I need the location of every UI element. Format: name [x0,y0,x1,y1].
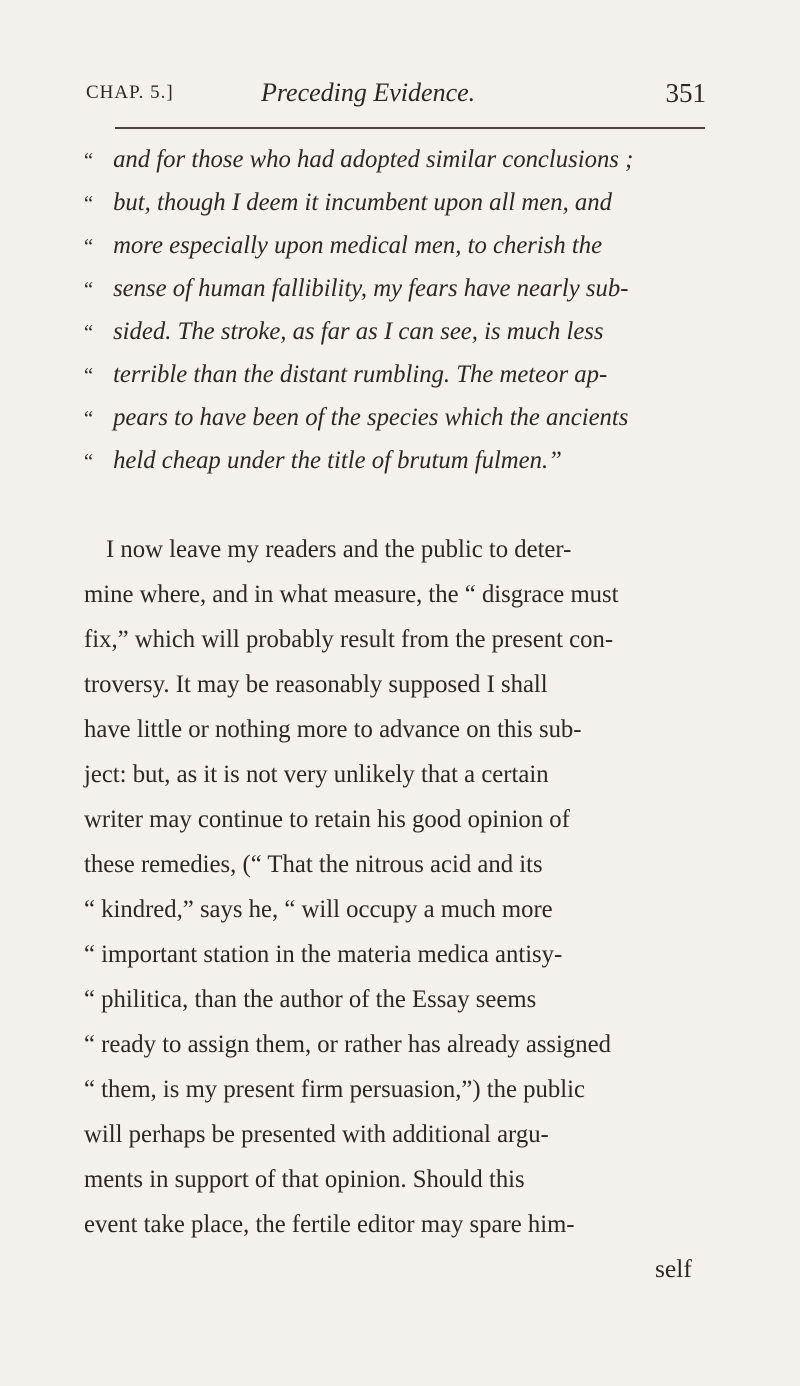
body-text: mine where, and in what measure, the “ disgrace must [84,579,619,608]
running-header [86,78,706,118]
quote-text: sense of human fallibility, my fears have nearly sub- [113,273,629,302]
body-line [84,896,704,922]
body-line [84,806,704,832]
body-line [84,1076,704,1102]
quote-line [84,275,704,301]
quote-mark: “ [84,320,94,344]
quote-line [84,146,704,172]
quote-line [84,189,704,215]
quote-text: and for those who had adopted similar conclusions ; [113,144,634,173]
body-line [84,716,704,742]
body-line [84,1166,704,1192]
body-text: “ philitica, than the author of the Essay seems [84,984,537,1013]
body-text: have little or nothing more to advance on this sub- [84,714,582,743]
body-line [84,581,704,607]
quote-line [84,404,704,430]
body-text: these remedies, (“ That the nitrous acid and its [84,849,543,878]
body-text: “ kindred,” says he, “ will occupy a much more [84,894,553,923]
quote-mark: “ [84,277,94,301]
quote-line [84,447,704,473]
body-text: I now leave my readers and the public to deter- [106,534,572,563]
quote-line [84,361,704,387]
quote-text: pears to have been of the species which the ancients [113,402,629,431]
quote-mark: “ [84,449,94,473]
running-title: Preceding Evidence. [261,78,476,107]
catchword: self [655,1254,692,1283]
body-text: “ them, is my present firm persuasion,”) the public [84,1074,585,1103]
body-text: ments in support of that opinion. Should this [84,1164,525,1193]
body-line [84,1211,704,1237]
body-text: “ ready to assign them, or rather has already assigned [84,1029,611,1058]
body-line [84,986,704,1012]
quote-text: sided. The stroke, as far as I can see, is much less [113,316,604,345]
body-line [84,761,704,787]
body-text: fix,” which will probably result from the present con- [84,624,614,653]
quote-mark: “ [84,406,94,430]
quote-line [84,318,704,344]
body-line [84,1121,704,1147]
body-line [84,1031,704,1057]
body-text: troversy. It may be reasonably supposed I shall [84,669,548,698]
body-line [106,536,726,562]
quote-text: terrible than the distant rumbling. The meteor ap- [113,359,608,388]
body-text: event take place, the fertile editor may spare him- [84,1209,575,1238]
quote-text: but, though I deem it incumbent upon all men, and [113,187,612,216]
quote-mark: “ [84,191,94,215]
quote-mark: “ [84,148,94,172]
quote-line [84,232,704,258]
body-text: “ important station in the materia medica antisy- [84,939,563,968]
header-rule [115,127,705,129]
quote-mark: “ [84,234,94,258]
quote-text: more especially upon medical men, to cherish the [113,230,603,259]
body-line [84,851,704,877]
page-number: 351 [665,78,706,108]
quote-mark: “ [84,363,94,387]
body-line [84,941,704,967]
quote-text: held cheap under the title of brutum fulmen.” [113,445,562,474]
body-text: ject: but, as it is not very unlikely that a certain [84,759,549,788]
body-text: will perhaps be presented with additional argu- [84,1119,549,1148]
chapter-label: CHAP. 5.] [86,82,174,103]
body-line [84,671,704,697]
body-line [84,626,704,652]
body-text: writer may continue to retain his good opinion of [84,804,570,833]
